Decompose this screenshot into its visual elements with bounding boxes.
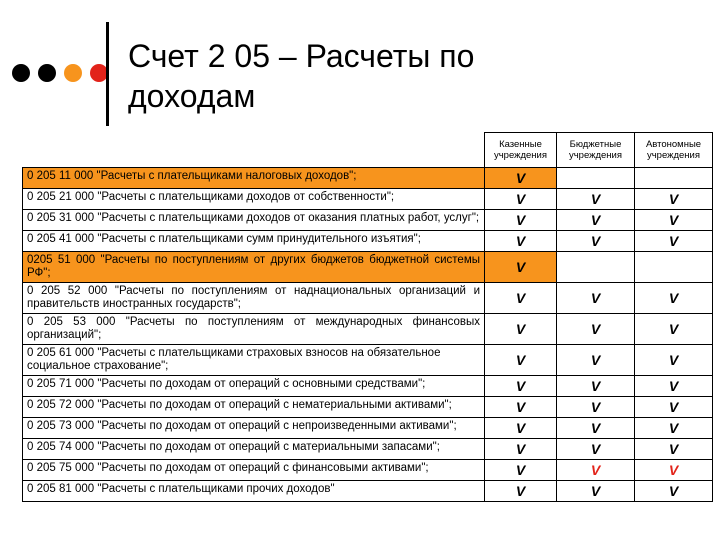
page-title: Счет 2 05 – Расчеты по доходам [128,38,475,114]
account-description: 0 205 31 000 "Расчеты с плательщиками доходов от оказания платных работ, услуг"; [23,210,485,231]
account-description: 0 205 52 000 "Расчеты по поступлениям от наднациональных организаций и правительств иностранных государств"; [23,283,485,314]
check-mark-cell: V [557,210,635,231]
column-header: Бюджетные учреждения [557,133,635,168]
table-row [23,168,713,189]
check-mark-cell: V [635,210,713,231]
account-description: 0 205 53 000 "Расчеты по поступлениям от международных финансовых организаций"; [23,314,485,345]
check-mark-cell: V [635,314,713,345]
account-description: 0 205 81 000 "Расчеты с плательщиками прочих доходов" [23,481,485,502]
table-row [23,418,713,439]
check-mark-cell: V [635,376,713,397]
account-description: 0205 51 000 "Расчеты по поступлениям от других бюджетов бюджетной системы РФ"; [23,252,485,283]
check-mark-cell: V [557,460,635,481]
account-description: 0 205 11 000 "Расчеты с плательщиками налоговых доходов"; [23,168,485,189]
check-mark-cell: V [557,418,635,439]
orange-dot-icon [64,64,82,82]
account-description: 0 205 74 000 "Расчеты по доходам от операций с материальными запасами"; [23,439,485,460]
table-row [23,345,713,376]
account-description: 0 205 41 000 "Расчеты с плательщиками сумм принудительного изъятия"; [23,231,485,252]
check-mark-cell: V [557,231,635,252]
check-mark-cell: V [485,460,557,481]
table-header-row [23,133,713,168]
check-mark-cell [635,252,713,283]
check-mark-cell: V [485,481,557,502]
check-mark-cell: V [635,189,713,210]
check-mark-cell: V [485,397,557,418]
table-row [23,314,713,345]
bullet-dots [12,64,96,84]
check-mark-cell: V [485,345,557,376]
check-mark-cell [635,168,713,189]
check-mark-cell: V [557,314,635,345]
check-mark-cell: V [485,418,557,439]
check-mark-cell: V [635,397,713,418]
check-mark-cell: V [635,418,713,439]
table-row [23,210,713,231]
account-description: 0 205 71 000 "Расчеты по доходам от операций с основными средствами"; [23,376,485,397]
header-blank-cell [23,133,485,168]
check-mark-cell: V [557,189,635,210]
check-mark-cell: V [485,314,557,345]
account-description: 0 205 21 000 "Расчеты с плательщиками доходов от собственности"; [23,189,485,210]
account-description: 0 205 72 000 "Расчеты по доходам от операций с нематериальными активами"; [23,397,485,418]
check-mark-cell: V [635,345,713,376]
check-mark-cell: V [557,439,635,460]
table-row [23,439,713,460]
table-row [23,376,713,397]
check-mark-cell: V [557,481,635,502]
check-mark-cell: V [485,210,557,231]
account-description: 0 205 61 000 "Расчеты с плательщиками страховых взносов на обязательное социальное страхование"; [23,345,485,376]
check-mark-cell: V [485,189,557,210]
table-row [23,283,713,314]
table-row [23,231,713,252]
black-dot-icon [12,64,30,82]
check-mark-cell [557,168,635,189]
check-mark-cell: V [635,481,713,502]
table-body [23,168,713,502]
column-header: Казенные учреждения [485,133,557,168]
check-mark-cell: V [485,231,557,252]
check-mark-cell: V [485,439,557,460]
check-mark-cell: V [485,168,557,189]
check-mark-cell: V [557,345,635,376]
check-mark-cell: V [635,283,713,314]
account-description: 0 205 73 000 "Расчеты по доходам от операций с непроизведенными активами"; [23,418,485,439]
check-mark-cell: V [635,439,713,460]
table-row [23,189,713,210]
check-mark-cell: V [485,376,557,397]
check-mark-cell: V [485,283,557,314]
check-mark-cell: V [557,376,635,397]
table-row [23,252,713,283]
check-mark-cell: V [485,252,557,283]
table-row [23,397,713,418]
account-description: 0 205 75 000 "Расчеты по доходам от операций с финансовыми активами"; [23,460,485,481]
check-mark-cell: V [635,460,713,481]
table-row [23,481,713,502]
column-header: Автономные учреждения [635,133,713,168]
title-divider [106,22,109,126]
check-mark-cell: V [557,283,635,314]
check-mark-cell: V [635,231,713,252]
check-mark-cell [557,252,635,283]
black-dot-icon [38,64,56,82]
check-mark-cell: V [557,397,635,418]
table-row [23,460,713,481]
accounts-table [22,132,713,502]
